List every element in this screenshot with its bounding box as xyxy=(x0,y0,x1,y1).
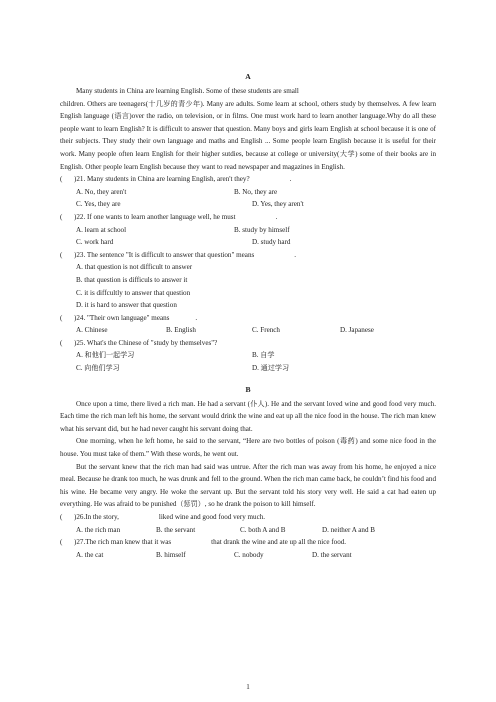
option-b: B. himself xyxy=(156,550,186,559)
option-c: C. both A and B xyxy=(240,525,286,534)
option-d: D. neither A and B xyxy=(322,525,375,534)
question-25 xyxy=(60,337,436,350)
question-stem-tail: liked wine and good food very much. xyxy=(158,513,266,521)
answer-paren: ( xyxy=(60,513,63,521)
option-c: C. French xyxy=(252,326,280,335)
question-24: ( )24. "Their own language" means . xyxy=(60,312,436,325)
answer-paren: ( xyxy=(60,250,63,259)
question-26 xyxy=(60,511,436,524)
option-b: B. 自学 xyxy=(252,351,275,360)
option-c: C. it is diffcultly to answer that question xyxy=(76,288,191,297)
option-a: A. Chinese xyxy=(76,326,108,335)
question-stem: )25. What's the Chinese of "study by themselves"? xyxy=(74,338,218,347)
question-24-options xyxy=(76,324,436,337)
question-stem: )22. If one wants to learn another language well, he must xyxy=(74,212,236,221)
section-a-para-2: children. Others are teenagers(十几岁的青少年). Many are adults. Some learn at school, others study by themselves. A few learn English language (语言)over the radio, on television, or in films. One must work hard to learn another language.Why do all these people want to learn English? It is difficult to answer that question. Many boys and girls learn English at school because it is one of their subjects. They study their own language and maths and English ... Some people learn English because it is useful for their work. Many people often learn English for their higher sutdies, because at college or university(大学) some of their books are in English. Other people learn English because they want to read newspaper and magazines in English. xyxy=(60,99,436,171)
option-d: D. Japanese xyxy=(340,326,374,335)
option-d: D. 通过学习 xyxy=(252,364,290,373)
question-27-options xyxy=(76,549,436,562)
answer-paren: ( xyxy=(60,175,63,184)
option-c: C. Yes, they are xyxy=(76,200,121,209)
question-27 xyxy=(60,536,436,549)
question-21: ( )21. Many students in China are learning English, aren't they? . xyxy=(60,173,436,186)
option-d: D. Yes, they aren't xyxy=(252,200,304,209)
document-page xyxy=(60,72,436,561)
option-c: C. nobody xyxy=(234,550,264,559)
answer-paren: ( xyxy=(60,313,63,322)
option-a: A. that question is not difficult to answer xyxy=(76,263,193,272)
question-stem: )26.In the story, xyxy=(74,513,119,521)
question-stem: )27.The rich man knew that it was xyxy=(74,538,172,547)
answer-paren: ( xyxy=(60,538,63,547)
question-22-options xyxy=(76,224,436,237)
section-b-para-3: But the servant knew that the rich man had said was untrue. After the rich man was away from his home, he enjoyed a nice meal. Because he drank too much, he was drunk and fell to the ground. When the rich man came back, he couldn’t find his food and his wine. He became very angry. He woke the servant up. But the servant told his story very well. He said a cat had eaten up everything. He was afraid to be punished（惩罚）, so he drank the poison to kill himself. xyxy=(60,462,436,509)
page-number: 1 xyxy=(246,683,250,691)
question-25-options xyxy=(76,349,436,362)
answer-paren: ( xyxy=(60,338,63,347)
option-c: C. 向他们学习 xyxy=(76,364,120,373)
option-d: D. the servant xyxy=(312,550,352,559)
option-b: B. No, they are xyxy=(234,187,278,196)
section-b-para-1: Once upon a time, there lived a rich man. He had a servant (仆人). He and the servant loved wine and good food very much. Each time the rich man left his home, the servant would drink the wine and eat up all the nice food in the house. The rich man knew what his servant did, but he had never caught his servant doing that. xyxy=(60,399,436,433)
question-stem: )24. "Their own language" means xyxy=(74,313,170,322)
question-22: ( )22. If one wants to learn another language well, he must . xyxy=(60,211,436,224)
section-a-para-1: Many students in China are learning English. Some of these students are small xyxy=(76,87,299,95)
option-d: D. study hard xyxy=(252,238,291,247)
option-d: D. it is hard to answer that question xyxy=(76,301,177,310)
question-stem: )23. The sentence "It is difficult to answer that question" means xyxy=(74,250,255,259)
section-a-title: A xyxy=(245,72,251,81)
option-b: B. study by himself xyxy=(234,225,290,234)
option-b: B. the servant xyxy=(156,525,196,534)
option-b: B. English xyxy=(166,326,196,335)
question-26-options xyxy=(76,524,436,537)
section-b-para-2: One morning, when he left home, he said to the servant, “Here are two bottles of poison (毒药) and some nice food in the house. You must take of them.” With these words, he went out. xyxy=(60,437,436,459)
question-stem: )21. Many students in China are learning English, aren't they? xyxy=(74,175,250,184)
question-23: ( )23. The sentence "It is difficult to answer that question" means . xyxy=(60,249,436,262)
section-b-title: B xyxy=(245,384,251,394)
option-a: A. learn at school xyxy=(76,225,127,234)
answer-paren: ( xyxy=(60,212,63,221)
option-a: A. No, they aren't xyxy=(76,187,127,196)
option-a: A. 和他们一起学习 xyxy=(76,351,135,360)
option-b: B. that question is difficuls to answer it xyxy=(76,275,188,284)
question-stem-tail: that drank the wine and ate up all the nice food. xyxy=(211,538,347,547)
option-a: A. the cat xyxy=(76,550,104,559)
option-c: C. work hard xyxy=(76,238,114,247)
option-a: A. the rich man xyxy=(76,525,121,534)
question-21-options xyxy=(76,186,436,199)
